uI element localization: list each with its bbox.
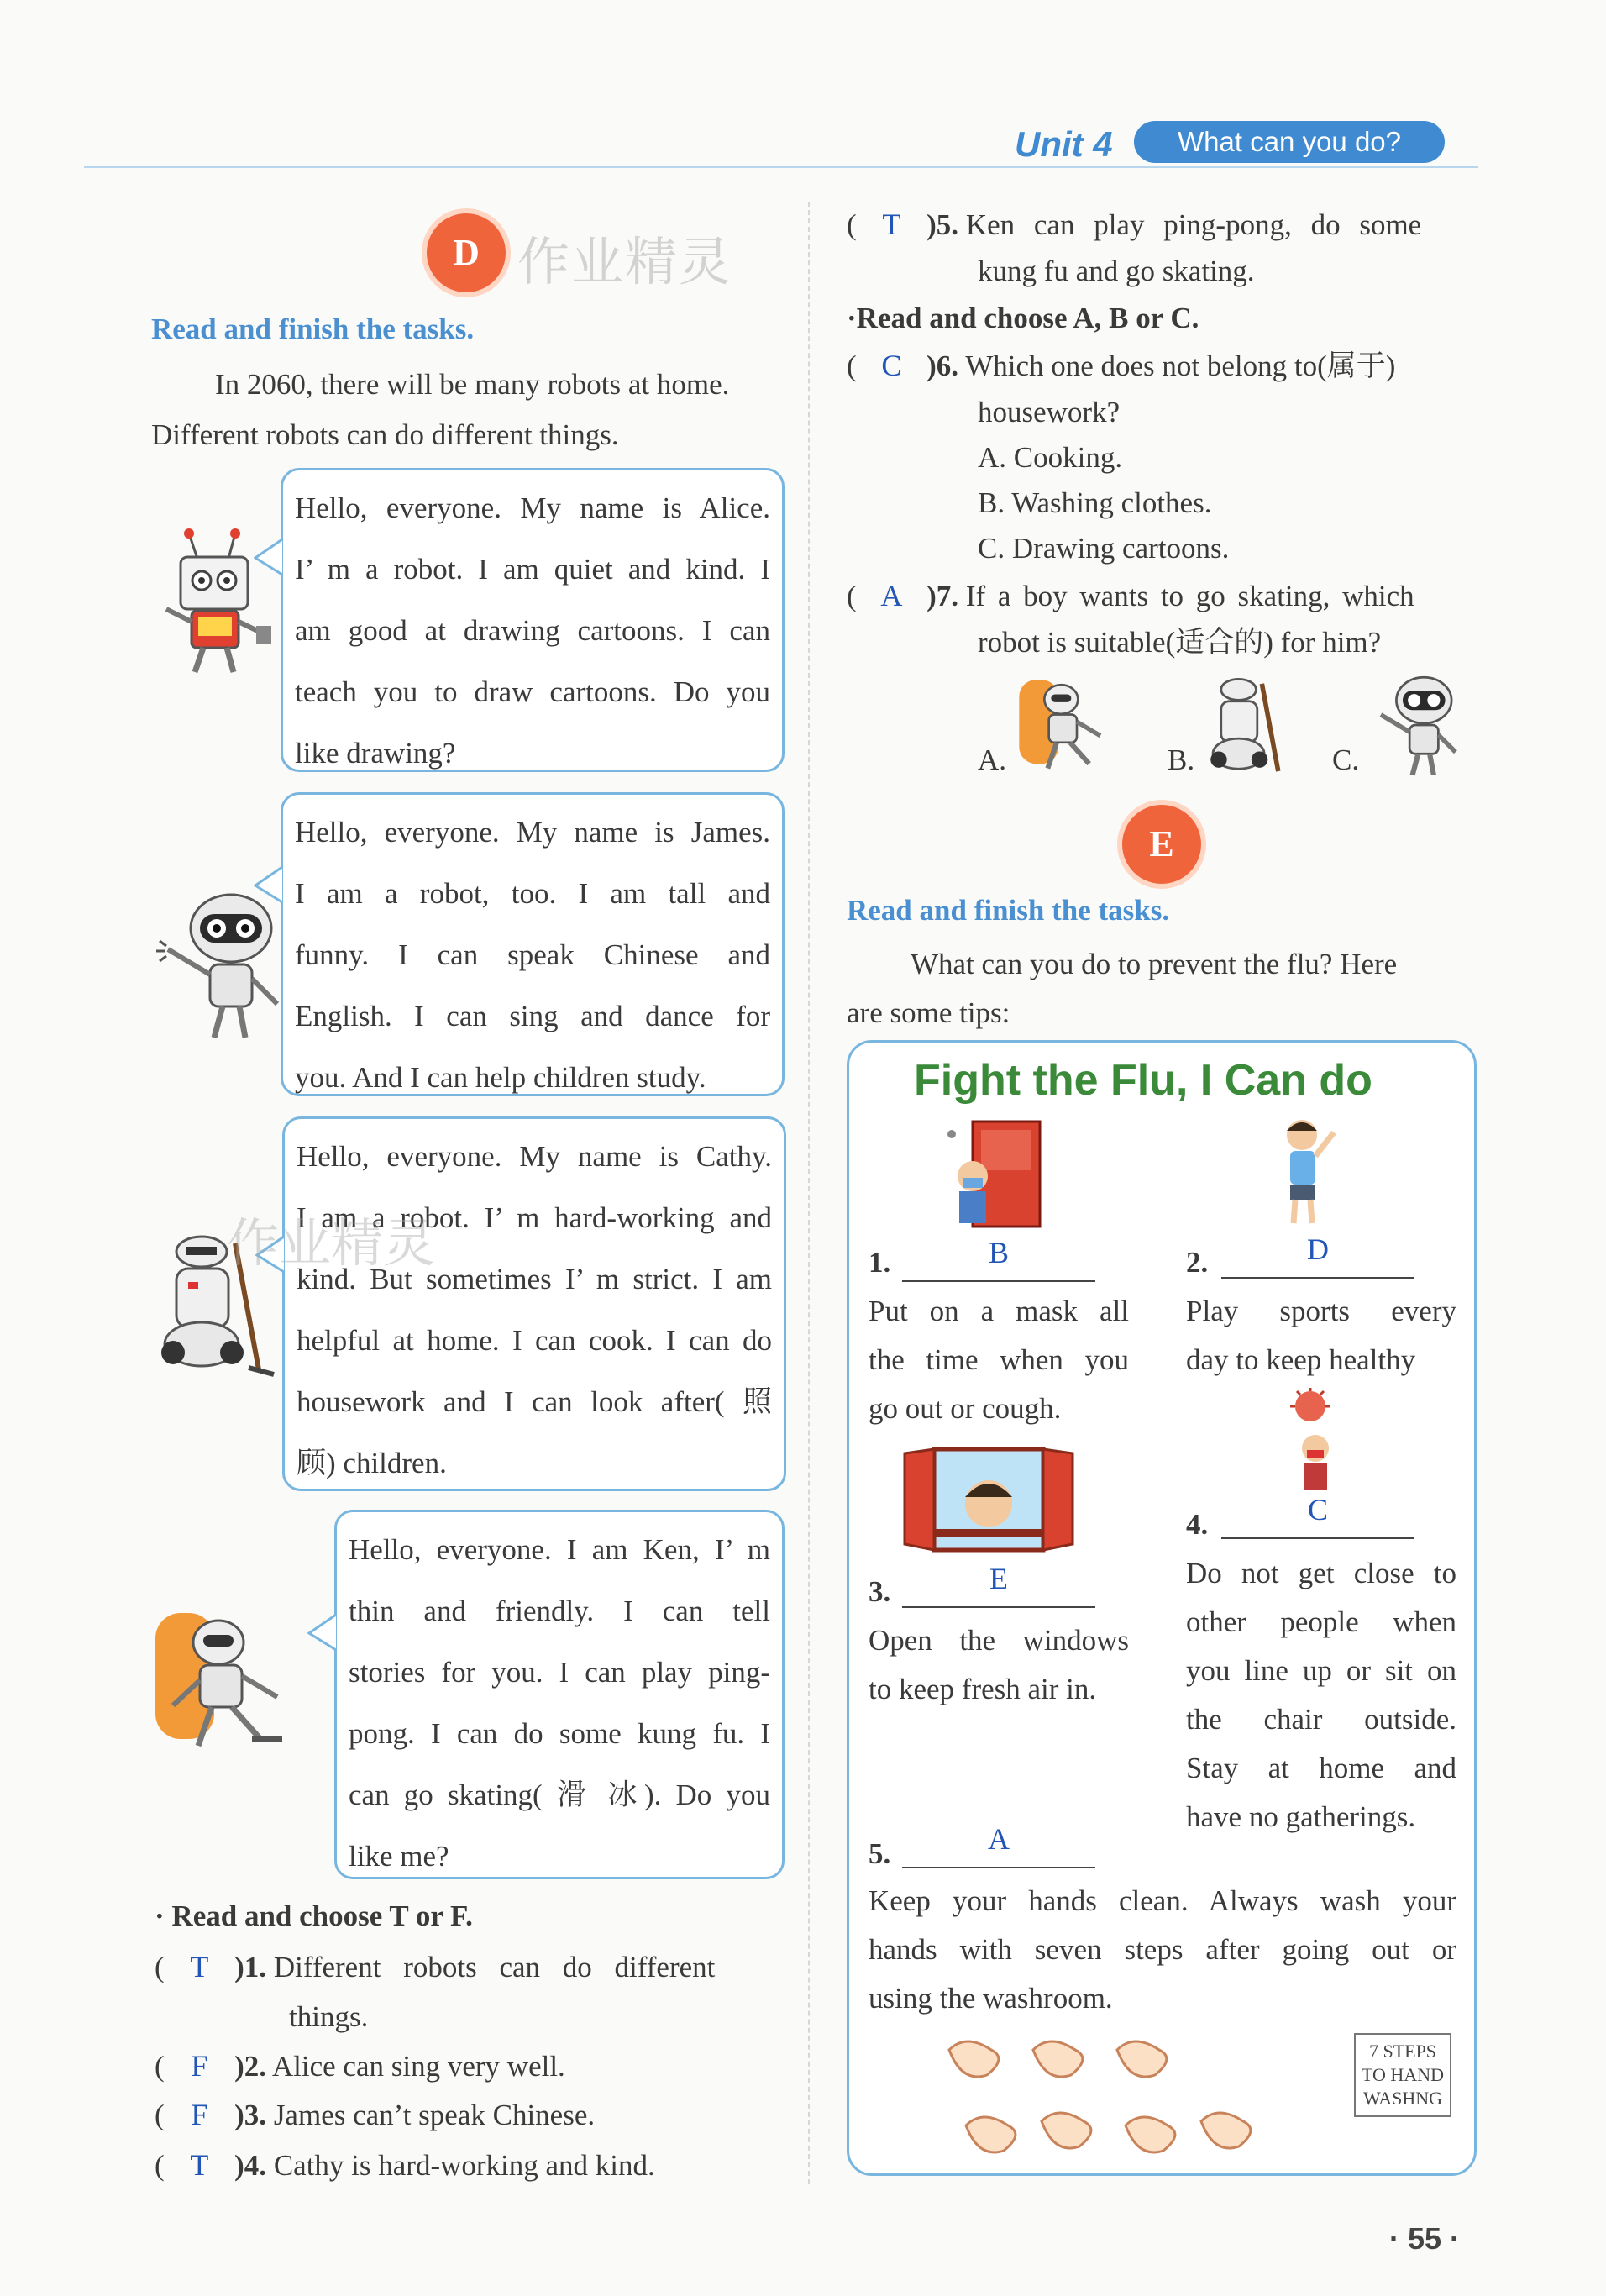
bubble-cathy-line: 顾) children. (297, 1447, 447, 1479)
robot-ken-illustration (151, 1605, 302, 1756)
page-number: · 55 · (1389, 2221, 1461, 2256)
bubble-tail (254, 865, 284, 904)
bubble-cathy-line: kind. But sometimes I’ m strict. I am (297, 1263, 772, 1295)
tip-2-blank[interactable] (1221, 1232, 1414, 1279)
boy-waving-illustration (1268, 1114, 1344, 1232)
section-e-intro-1: What can you do to prevent the flu? Here (911, 948, 1398, 980)
speech-bubble-cathy (282, 1116, 786, 1491)
abc-question-6: ( C )6. Which one does not belong to(属于) (847, 341, 1395, 391)
bubble-alice-line: Hello, everyone. My name is Alice. (295, 491, 770, 524)
bubble-alice-line: am good at drawing cartoons. I can (295, 614, 770, 647)
question-number: )7. (926, 580, 959, 612)
speech-bubble-james (281, 792, 785, 1096)
tip-3-blank[interactable] (902, 1561, 1095, 1608)
tf-question-1-cont: things. (289, 2000, 369, 2033)
tf-heading: · Read and choose T or F. (155, 1899, 473, 1932)
choice-a-label: A. (978, 743, 1007, 776)
question-number: )2. (234, 2050, 267, 2083)
tip-5-text: Keep your hands clean. Always wash your hands with seven steps after going out or using the washroom. (869, 1884, 1456, 2015)
abc-question-6-cont: housework? (978, 396, 1121, 428)
tip-1-answer: B (988, 1236, 1009, 1269)
bubble-ken-line: thin and friendly. I can tell (349, 1595, 770, 1627)
question-text: Ken can play ping-pong, do some (965, 208, 1422, 241)
watermark: 作业精灵 (517, 234, 733, 292)
bubble-ken-line: like me? (349, 1840, 449, 1873)
tf-question-3: ( F )3. James can’t speak Chinese. (155, 2090, 595, 2140)
bubble-tail (254, 538, 284, 576)
header-rule (84, 166, 1478, 168)
virus-kid-illustration (1285, 1388, 1344, 1497)
tf-question-1: ( T )1. Different robots can do different (155, 1942, 785, 1992)
choice-b-label: B. (1168, 743, 1195, 776)
robot-ken-choice-icon (1016, 672, 1117, 777)
bubble-james-line: I am a robot, too. I am tall and (295, 877, 770, 910)
column-divider (808, 202, 810, 2184)
tip-3-text: Open the windows to keep fresh air in. (869, 1624, 1129, 1705)
tip-1-text: Put on a mask all the time when you go out or cough. (869, 1295, 1129, 1425)
option-c: C. Drawing cartoons. (978, 532, 1230, 565)
bubble-cathy-line: Hello, everyone. My name is Cathy. (297, 1140, 772, 1173)
tip-4-answer: C (1307, 1493, 1328, 1526)
bubble-alice-line: teach you to draw cartoons. Do you (295, 675, 770, 708)
hand-washing-steps-icon (941, 2025, 1277, 2167)
bubble-cathy-line: I am a robot. I’ m hard-working and (297, 1201, 772, 1234)
open-window-illustration (900, 1445, 1077, 1554)
hand-washing-label: 7 STEPS TO HAND WASHNG (1354, 2033, 1451, 2117)
tip-5-number: 5. (869, 1837, 891, 1870)
bubble-ken-line: Hello, everyone. I am Ken, I’ m (349, 1533, 770, 1566)
tip-2-text: Play sports every day to keep healthy (1186, 1295, 1456, 1376)
unit-title-pill (1134, 121, 1445, 163)
bubble-ken-line: can go skating( 滑 冰). Do you (349, 1778, 770, 1811)
choice-c-label: C. (1332, 743, 1360, 776)
abc-question-7: ( A )7. If a boy wants to go skating, which (847, 571, 1414, 621)
tf-question-4: ( T )4. Cathy is hard-working and kind. (155, 2141, 655, 2190)
option-a: A. Cooking. (978, 441, 1123, 474)
unit-title: What can you do? (1178, 126, 1401, 157)
bubble-james-line: funny. I can speak Chinese and (295, 938, 770, 971)
question-number: )5. (926, 208, 959, 241)
answer-blank[interactable]: F (191, 2049, 208, 2083)
section-e-intro-2: are some tips: (847, 996, 1010, 1029)
tf-question-2: ( F )2. Alice can sing very well. (155, 2041, 565, 2091)
bubble-james-line: Hello, everyone. My name is James. (295, 816, 770, 849)
answer-blank[interactable]: T (190, 1950, 209, 1983)
answer-blank[interactable]: C (881, 349, 902, 382)
tip-4-blank[interactable] (1221, 1492, 1414, 1539)
bubble-alice-line: I’ m a robot. I am quiet and kind. I (295, 553, 770, 586)
mask-door-illustration (939, 1117, 1057, 1231)
question-text: Alice can sing very well. (271, 2050, 565, 2083)
question-number: )4. (234, 2149, 267, 2182)
tip-5-answer: A (988, 1822, 1010, 1856)
bubble-ken-line: pong. I can do some kung fu. I (349, 1717, 770, 1750)
section-d-badge: D (427, 213, 506, 292)
watermark: 作业精灵 (227, 1215, 436, 1273)
speech-bubble-ken (334, 1510, 785, 1879)
bubble-james-line: English. I can sing and dance for (295, 1000, 770, 1032)
bubble-tail (307, 1613, 338, 1652)
question-number: )3. (234, 2099, 267, 2131)
answer-blank[interactable]: T (882, 208, 901, 241)
tip-2-answer: D (1307, 1232, 1329, 1266)
question-text: Which one does not belong to(属于) (965, 349, 1396, 382)
bubble-cathy-line: housework and I can look after( 照 (297, 1385, 772, 1418)
tip-3-number: 3. (869, 1575, 891, 1608)
bubble-james-line: you. And I can help children study. (295, 1061, 706, 1094)
tip-1-blank[interactable] (902, 1235, 1095, 1282)
question-text: James can’t speak Chinese. (273, 2099, 596, 2131)
bubble-cathy-line: helpful at home. I can cook. I can do (297, 1324, 772, 1357)
tip-4-text: Do not get close to other people when you line up or sit on the chair outside. Stay at home and have no gatherings. (1186, 1557, 1456, 1833)
section-d-instruction: Read and finish the tasks. (151, 313, 475, 345)
robot-james-illustration (151, 882, 286, 1042)
section-e-badge: E (1122, 805, 1201, 884)
question-text: Different robots can do different (273, 1951, 716, 1983)
tip-3-answer: E (989, 1562, 1008, 1595)
flu-tips-title: Fight the Flu, I Can do (914, 1056, 1372, 1105)
robot-james-choice-icon (1369, 669, 1462, 778)
question-text: Cathy is hard-working and kind. (273, 2149, 655, 2182)
option-b: B. Washing clothes. (978, 486, 1212, 519)
section-e-instruction: Read and finish the tasks. (847, 894, 1170, 927)
answer-blank[interactable]: F (191, 2098, 208, 2131)
unit-label: Unit 4 (1015, 124, 1113, 164)
abc-question-7-cont: robot is suitable(适合的) for him? (978, 626, 1382, 659)
section-d-intro-1: In 2060, there will be many robots at home. (215, 368, 730, 401)
tip-4-number: 4. (1186, 1508, 1209, 1541)
tf-question-5: ( T )5. Ken can play ping-pong, do some (847, 200, 1421, 250)
section-d-intro-2: Different robots can do different things. (151, 418, 619, 451)
question-number: )1. (234, 1951, 267, 1983)
tip-5-blank[interactable] (902, 1821, 1095, 1868)
answer-blank[interactable]: A (880, 579, 903, 612)
robot-cathy-choice-icon (1201, 672, 1294, 777)
bubble-ken-line: stories for you. I can play ping- (349, 1656, 770, 1689)
tf-question-5-cont: kung fu and go skating. (978, 255, 1255, 287)
tip-1-number: 1. (869, 1246, 891, 1279)
tip-2-number: 2. (1186, 1246, 1209, 1279)
answer-blank[interactable]: T (190, 2148, 209, 2182)
bubble-alice-line: like drawing? (295, 737, 456, 770)
question-number: )6. (926, 349, 959, 382)
abc-heading: ·Read and choose A, B or C. (847, 302, 1199, 334)
speech-bubble-alice (281, 468, 785, 772)
question-text: If a boy wants to go skating, which (965, 580, 1414, 612)
